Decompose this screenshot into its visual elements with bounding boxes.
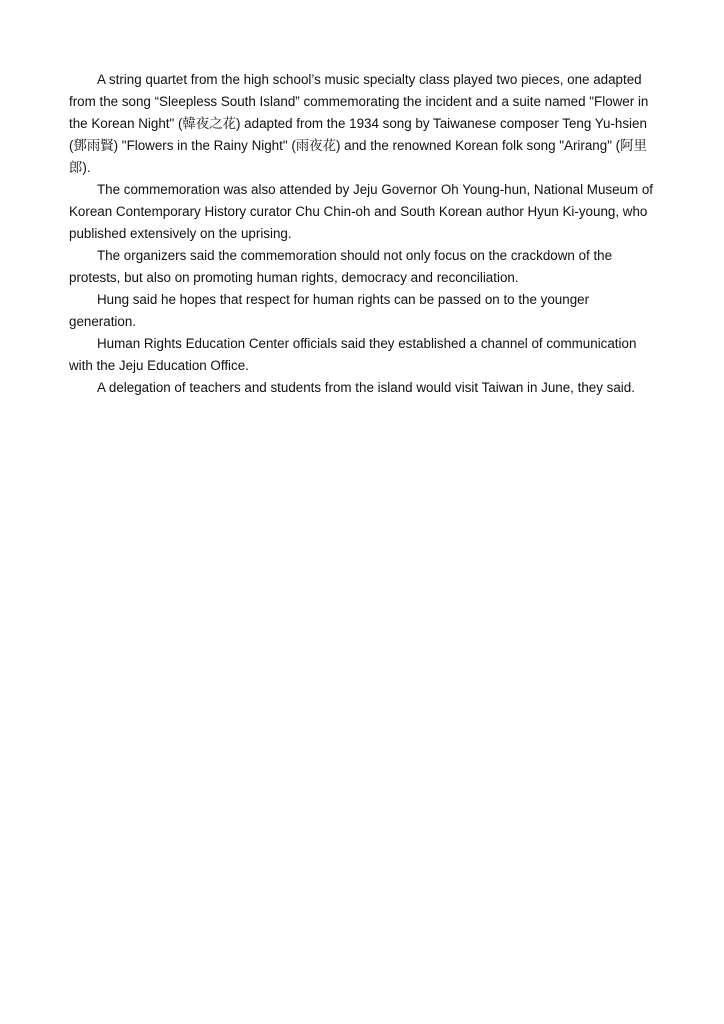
paragraph-delegation: A delegation of teachers and students from the island would visit Taiwan in June, they said.	[97, 380, 635, 395]
paragraph-hung-quote: Hung said he hopes that respect for human rights can be passed on to the younger generation.	[69, 292, 590, 329]
paragraph-string-quartet: A string quartet from the high school’s music specialty class played two pieces, one adapted from the song “Sleepless South Island” commemorating the incident and a suite named "Flower in the Korean Night" (韓夜之花) adapted from the 1934 song by Taiwanese composer Teng Yu-hsien (鄧雨賢) "Flowers in the Rainy Night" (雨夜花) and the renowned Korean folk song "Arirang" (阿里郎).	[69, 72, 649, 175]
paragraph-attendees: The commemoration was also attended by Jeju Governor Oh Young-hun, National Museum of Korean Contemporary History curator Chu Chin-oh and South Korean author Hyun Ki-young, who published extensively on the uprising.	[69, 182, 654, 241]
paragraph-organizers: The organizers said the commemoration should not only focus on the crackdown of the protests, but also on promoting human rights, democracy and reconciliation.	[69, 248, 613, 285]
paragraph-education-center: Human Rights Education Center officials said they established a channel of communication with the Jeju Education Office.	[69, 336, 637, 373]
article-body	[69, 69, 659, 399]
